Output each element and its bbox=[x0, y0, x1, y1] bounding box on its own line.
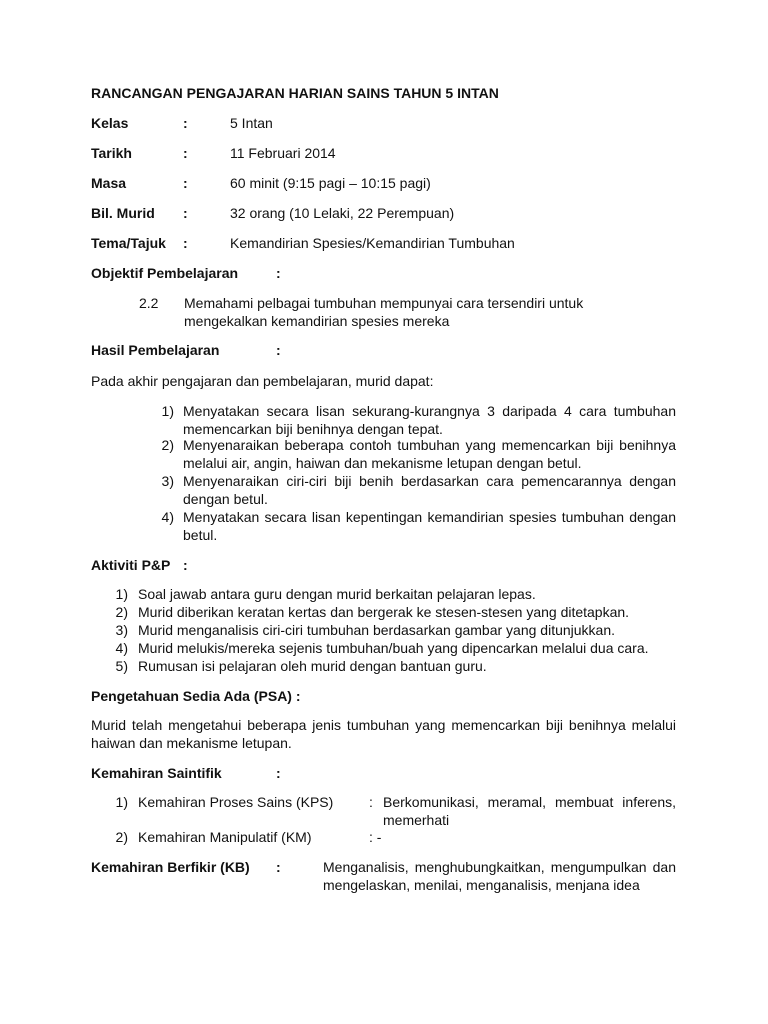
list-number: 5) bbox=[115, 658, 128, 674]
info-value: 60 minit (9:15 pagi – 10:15 pagi) bbox=[230, 175, 431, 191]
hasil-heading: Hasil Pembelajaran bbox=[91, 342, 220, 358]
list-number: 4) bbox=[115, 640, 128, 656]
info-value: 5 Intan bbox=[230, 115, 273, 131]
list-number: 4) bbox=[161, 509, 174, 525]
info-colon: : bbox=[183, 115, 188, 131]
info-row-bil-murid bbox=[91, 204, 691, 222]
hasil-item: Menyenaraikan ciri-ciri biji benih berdasarkan cara pemencarannya dengan dengan betul. bbox=[183, 473, 676, 507]
km-label: Kemahiran Manipulatif (KM) bbox=[138, 829, 312, 845]
hasil-item: Menyatakan secara lisan kepentingan kemandirian spesies tumbuhan dengan betul. bbox=[183, 509, 676, 543]
objektif-heading: Objektif Pembelajaran bbox=[91, 265, 239, 281]
info-label: Tema/Tajuk bbox=[91, 235, 166, 251]
objektif-number: 2.2 bbox=[139, 295, 159, 311]
kps-separator: : bbox=[369, 794, 373, 810]
aktiviti-item: Murid menganalisis ciri-ciri tumbuhan berdasarkan gambar yang ditunjukkan. bbox=[138, 622, 616, 638]
info-colon: : bbox=[183, 235, 188, 251]
kps-label: Kemahiran Proses Sains (KPS) bbox=[138, 794, 334, 810]
list-number: 2) bbox=[115, 604, 128, 620]
objektif-colon: : bbox=[276, 265, 281, 281]
list-number: 1) bbox=[115, 794, 128, 810]
info-value: Kemandirian Spesies/Kemandirian Tumbuhan bbox=[230, 235, 515, 251]
info-label: Masa bbox=[91, 175, 127, 191]
info-row-masa bbox=[91, 174, 691, 192]
document-title: RANCANGAN PENGAJARAN HARIAN SAINS TAHUN 5 INTAN bbox=[91, 85, 499, 101]
info-label: Tarikh bbox=[91, 145, 132, 161]
saintifik-heading: Kemahiran Saintifik bbox=[91, 765, 222, 781]
saintifik-colon: : bbox=[276, 765, 281, 781]
kps-value: Berkomunikasi, meramal, membuat inferens, memerhati bbox=[383, 794, 676, 828]
aktiviti-item: Murid melukis/mereka sejenis tumbuhan/buah yang dipencarkan melalui dua cara. bbox=[138, 640, 649, 656]
hasil-item: Menyenaraikan beberapa contoh tumbuhan yang memencarkan biji benihnya melalui air, angin, haiwan dan mekanisme letupan dengan betul. bbox=[183, 437, 676, 471]
info-value: 32 orang (10 Lelaki, 22 Perempuan) bbox=[230, 205, 455, 221]
info-row-tarikh bbox=[91, 144, 691, 162]
list-number: 3) bbox=[115, 622, 128, 638]
info-colon: : bbox=[183, 175, 188, 191]
hasil-item: Menyatakan secara lisan sekurang-kurangnya 3 daripada 4 cara tumbuhan memencarkan biji benihnya dengan tepat. bbox=[183, 403, 676, 437]
list-number: 1) bbox=[161, 403, 174, 419]
berfikir-text: Menganalisis, menghubungkaitkan, mengumpulkan dan mengelaskan, menilai, menganalisis, menjana idea bbox=[323, 859, 676, 893]
hasil-intro: Pada akhir pengajaran dan pembelajaran, murid dapat: bbox=[91, 373, 434, 389]
info-row-tema bbox=[91, 234, 691, 252]
hasil-colon: : bbox=[276, 342, 281, 358]
psa-text: Murid telah mengetahui beberapa jenis tumbuhan yang memencarkan biji benihnya melalui haiwan dan mekanisme letupan. bbox=[91, 717, 676, 751]
km-separator: : - bbox=[369, 829, 382, 845]
aktiviti-item: Rumusan isi pelajaran oleh murid dengan bantuan guru. bbox=[138, 658, 487, 674]
info-colon: : bbox=[183, 145, 188, 161]
list-number: 2) bbox=[161, 437, 174, 453]
info-label: Bil. Murid bbox=[91, 205, 155, 221]
info-value: 11 Februari 2014 bbox=[230, 145, 336, 161]
objektif-text: Memahami pelbagai tumbuhan mempunyai cara tersendiri untuk mengekalkan kemandirian spesies mereka bbox=[184, 295, 584, 329]
list-number: 3) bbox=[161, 473, 174, 489]
aktiviti-heading: Aktiviti P&P bbox=[91, 557, 171, 573]
info-label: Kelas bbox=[91, 115, 129, 131]
berfikir-heading: Kemahiran Berfikir (KB) bbox=[91, 859, 250, 875]
aktiviti-colon: : bbox=[183, 557, 188, 573]
list-number: 2) bbox=[115, 829, 128, 845]
aktiviti-item: Soal jawab antara guru dengan murid berkaitan pelajaran lepas. bbox=[138, 586, 536, 602]
aktiviti-item: Murid diberikan keratan kertas dan bergerak ke stesen-stesen yang ditetapkan. bbox=[138, 604, 630, 620]
info-colon: : bbox=[183, 205, 188, 221]
berfikir-colon: : bbox=[276, 859, 281, 875]
info-row-kelas bbox=[91, 114, 691, 132]
psa-heading: Pengetahuan Sedia Ada (PSA) : bbox=[91, 688, 301, 704]
list-number: 1) bbox=[115, 586, 128, 602]
